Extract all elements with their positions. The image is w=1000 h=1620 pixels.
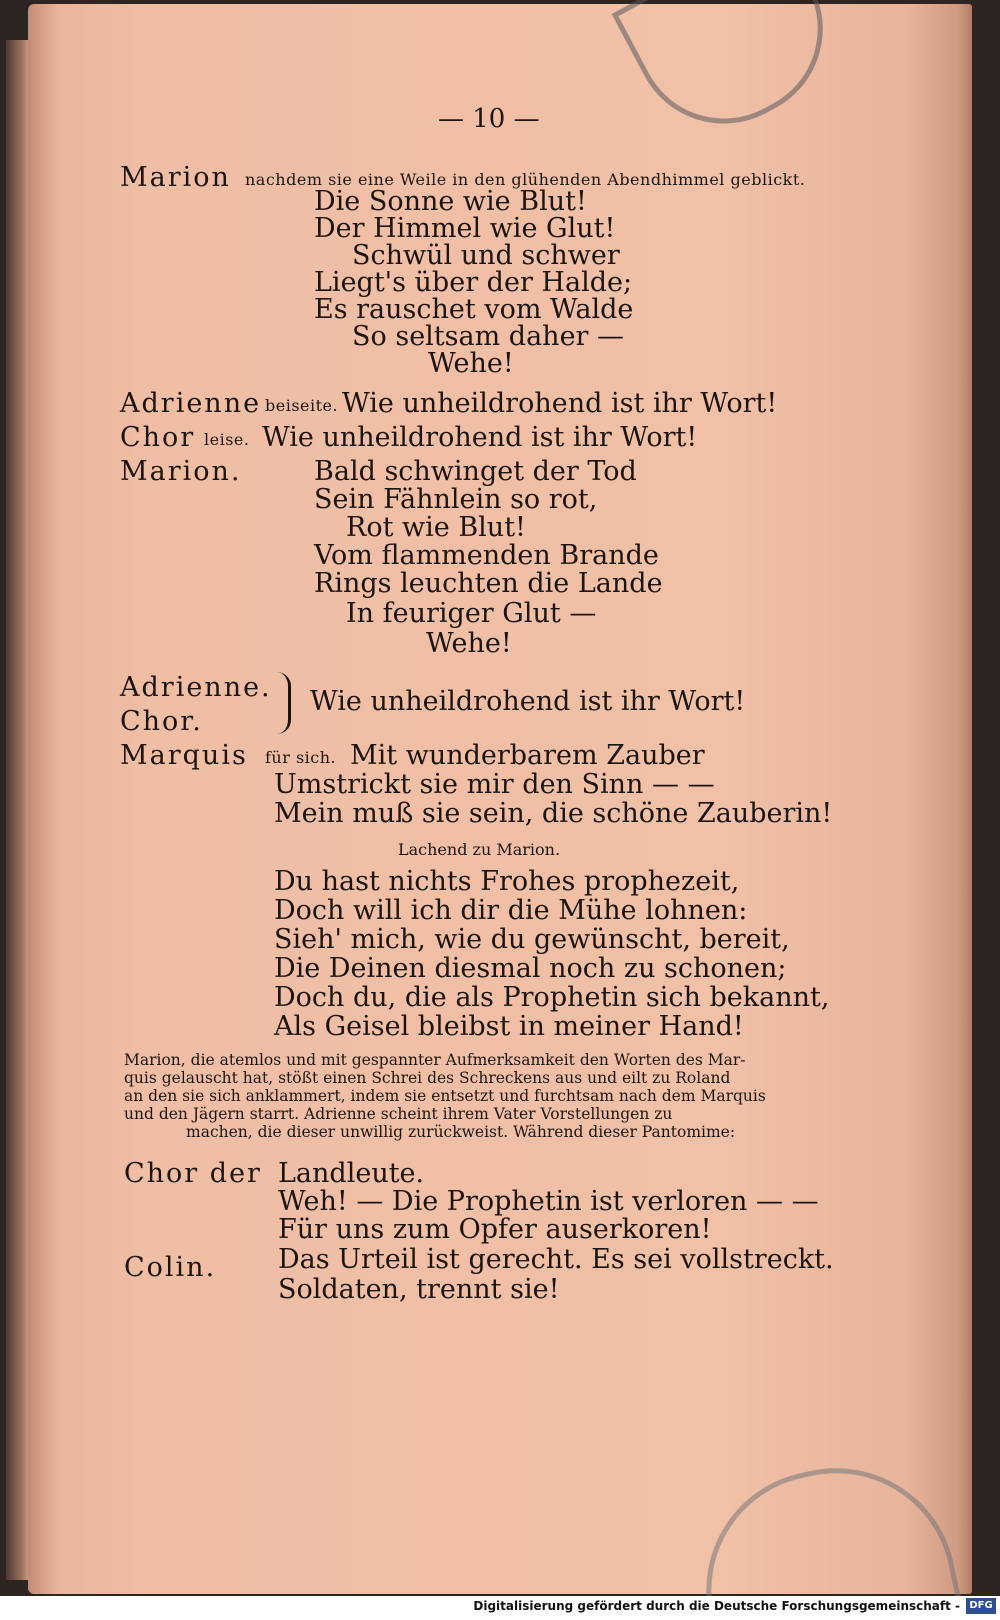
stage-direction-paragraph-line: quis gelauscht hat, stößt einen Schrei des Schreckens aus und eilt zu Roland [124,1069,731,1087]
verse-line: Sieh' mich, wie du gewünscht, bereit, [274,924,790,955]
verse-line: Als Geisel bleibst in meiner Hand! [274,1011,744,1042]
verse-line: Liegt's über der Halde; [314,267,633,298]
stage-direction-paragraph-line: machen, die dieser unwillig zurückweist. Während dieser Pantomime: [186,1123,736,1141]
stage-direction-adrienne: beiseite. [265,396,339,415]
page-number: — 10 — [438,104,540,134]
verse-line: Doch will ich dir die Mühe lohnen: [274,895,748,926]
footer-credit: Digitalisierung gefördert durch die Deutsche Forschungsgemeinschaft - [473,1599,960,1613]
verse-line: Bald schwinget der Tod [314,456,637,487]
verse-line: Wie unheildrohend ist ihr Wort! [310,686,746,717]
verse-line: Umstrickt sie mir den Sinn — — [274,769,715,800]
brace [274,672,291,734]
stage-direction-paragraph-line: an den sie sich anklammert, indem sie entsetzt und furchtsam nach dem Marquis [124,1087,766,1105]
book-edge [6,40,28,1580]
verse-line: Wie unheildrohend ist ihr Wort! [342,388,778,419]
verse-line: Mit wunderbarem Zauber [350,740,705,771]
verse-line: Es rauschet vom Walde [314,294,634,325]
verse-line: Rot wie Blut! [346,512,526,543]
stage-direction-paragraph-line: Marion, die atemlos und mit gespannter Aufmerksamkeit den Worten des Mar- [124,1051,746,1069]
verse-line: Sein Fähnlein so rot, [314,484,598,515]
verse-line: Weh! — Die Prophetin ist verloren — — [278,1186,819,1217]
stage-direction-lachend: Lachend zu Marion. [398,840,561,859]
speaker-marion: Marion. [120,456,242,487]
verse-line: Schwül und schwer [352,240,620,271]
stage-direction-paragraph-line: und den Jägern starrt. Adrienne scheint ihrem Vater Vorstellungen zu [124,1105,673,1123]
stage-direction-marquis: für sich. [265,748,337,767]
verse-line: Soldaten, trennt sie! [278,1274,560,1305]
verse-line: Die Sonne wie Blut! [314,186,587,217]
verse-line: Doch du, die als Prophetin sich bekannt, [274,982,830,1013]
verse-line: Wie unheildrohend ist ihr Wort! [262,422,698,453]
verse-line: Die Deinen diesmal noch zu schonen; [274,953,787,984]
verse-line: Mein muß sie sein, die schöne Zauberin! [274,798,833,829]
speaker-marion: Marion [120,162,231,193]
speaker-chor: Chor [120,422,196,453]
speaker-colin: Colin. [124,1252,217,1283]
verse-line: Für uns zum Opfer auserkoren! [278,1214,712,1245]
verse-line: In feuriger Glut — [346,598,597,629]
verse-line: Vom flammenden Brande [314,540,659,571]
verse-line: Rings leuchten die Lande [314,568,663,599]
verse-line: Landleute. [278,1158,425,1189]
verse-line: Wehe! [428,348,514,379]
speaker-chor: Chor. [120,706,203,737]
verse-line: Der Himmel wie Glut! [314,213,616,244]
speaker-adrienne: Adrienne. [120,672,272,703]
speaker-adrienne: Adrienne [120,388,262,419]
speaker-chor-der-landleute: Chor der [124,1158,262,1189]
verse-line: Du hast nichts Frohes prophezeit, [274,866,740,897]
verse-line: Das Urteil ist gerecht. Es sei vollstreckt. [278,1244,834,1275]
stage-direction-marion: nachdem sie eine Weile in den glühenden Abendhimmel geblickt. [245,170,806,189]
speaker-marquis: Marquis [120,740,248,771]
stage-direction-chor: leise. [204,430,250,449]
dfg-logo: DFG [966,1598,996,1614]
verse-line: So seltsam daher — [352,321,625,352]
verse-line: Wehe! [426,628,512,659]
